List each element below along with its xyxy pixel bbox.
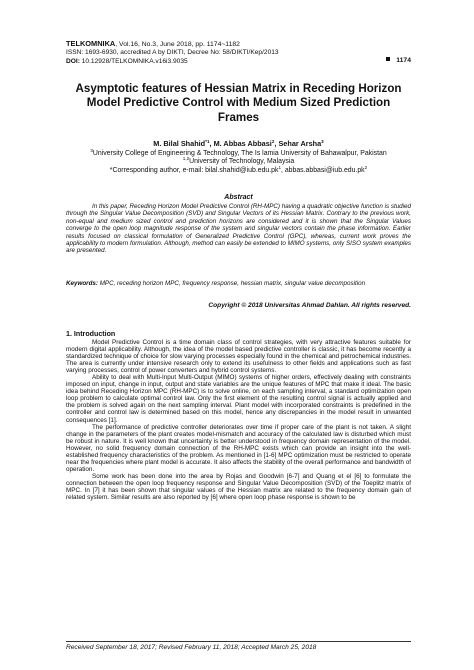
- keywords: [66, 280, 411, 287]
- affiliation-1-sup: 3: [90, 147, 93, 153]
- journal-header: [66, 40, 411, 66]
- corresponding-sup-2: 2: [364, 164, 368, 170]
- issn-line: ISSN: 1693-6930, accredited A by DIKTI, Decree No: 58/DIKTI/Kep/2013: [66, 49, 279, 57]
- paragraph: Ability to deal with Multi-Input Multi-Output (MIMO) systems of higher orders, effectively dealing with constraints imposed on input, change in input, output and state variables are the unique features of MPC that make it ideal. The basic idea behind Receding Horizon MPC (RH-MPC) is to solve online, on each sampling interval, a standard optimization open loop problem to calculate optimal control law. Only the first element of the resulting control signal is actually applied and the problem is solved again on the next sampling interval. Plant model with incorporated constraints is predefined in the controller and control law is determined based on this model, hence any discrepancies in the model result in unwanted consequences [1].: [66, 374, 411, 424]
- author-separator: ,: [209, 139, 214, 148]
- section-heading: 1. Introduction: [66, 330, 116, 338]
- keywords-text: MPC, receding horizon MPC, frequency response, hessian matrix, singular value decomposition: [97, 280, 366, 287]
- keywords-label: Keywords:: [66, 280, 98, 287]
- page-number-value: 1174: [396, 56, 411, 64]
- square-bullet-icon: [386, 57, 390, 61]
- paper-title: Asymptotic features of Hessian Matrix in Receding Horizon Model Predictive Control with Medium Sized Prediction Frames: [75, 82, 402, 124]
- doi-label: DOI:: [66, 57, 80, 65]
- affiliation-2: [66, 158, 411, 167]
- affiliation-2-text: University of Technology, Malaysia: [189, 158, 295, 166]
- author-1: M. Bilal Shahid: [153, 139, 206, 148]
- author-2: M. Abbas Abbasi: [213, 139, 272, 148]
- received-dates: Received September 18, 2017; Revised February 11, 2018; Accepted March 25, 2018: [66, 644, 317, 651]
- corresponding-author: [66, 164, 411, 176]
- doi-line: [66, 58, 411, 66]
- paragraph: Some work has been done into the area by Rojas and Goodwin [6-7] and Quang et el [6] to formulate the connection between the open loop frequency response and Singular Value Decomposition (SVD) of the Toeplitz matrix of MPC. In [7] it has been shown that singular values of the Hessian matrix are related to the frequency domain gain of related system. Similar results are also reported by [6] where open loop phase response is shown to be: [66, 472, 411, 502]
- paragraph: The performance of predictive controller deteriorates over time if proper care of the plant is not taken. A slight change in the parameters of the plant creates model-mismatch and accuracy of the calculated law is disturbed which must be robust in nature. It is well known that uncertainty is better understood in frequency domain representation of the model. However, no solid frequency domain connection of the RH-MPC exists which can provide an insight into the well-established frequency characteristics of the problem. As mentioned in [1-6] MPC optimization must be restricted to operate near the frequencies where plant model is accurate. It also affects the stability of the overall performance and bandwidth of operation.: [66, 423, 411, 473]
- doi-value: 10.12928/TELKOMNIKA.v16i3.9035: [79, 57, 188, 65]
- volume-info: , Vol.16, No.3, June 2018, pp. 1174~1182: [115, 41, 240, 48]
- affiliation-2-sup: 1,2: [182, 156, 190, 162]
- author-block: [66, 140, 411, 175]
- footer-rule: [66, 641, 411, 642]
- author-1-sup: *1: [205, 139, 210, 144]
- copyright-notice: Copyright © 2018 Universitas Ahmad Dahlan. All rights reserved.: [208, 302, 411, 309]
- corresponding-email-1: *Corresponding author, e-mail: bilal.shahid@iub.edu.pk: [109, 166, 279, 174]
- author-3: Sehar Arsha: [278, 139, 322, 148]
- affiliation-1-text: University College of Engineering & Technology, The Is lamia University of Bahawalpur, Pakistan: [92, 149, 387, 157]
- paragraph: Model Predictive Control is a time domain class of control strategies, with very attractive features suitable for modern digital applicability. Although, the idea of the model based predictive controller is classic, it has become recently a standardized technique of choice for slow varying processes especially found in the chemical and petrochemical industries. The area is currently under intensive research only to extend its usefulness to other fields and applications such as fast varying processes, control of power converters and hybrid control systems.: [66, 339, 411, 375]
- section-body: [66, 339, 411, 501]
- author-separator: ,: [274, 139, 279, 148]
- abstract-text: In this paper, Receding Horizon Model Predictive Control (RH-MPC) having a quadratic objective function is studied through the Singular Value Decomposition (SVD) and Singular Vectors of its Hessian Matrix. Contrary to the previous work, non-equal and medium sized control and prediction horizons are considered and it is shown that the Singular Values converge to the open loop magnitude response of the system and singular vectors contain the phase information. Earlier results focused on classical formulation of Generalized Predictive Control (GPC), whereas, current work proves the applicability to modern formulation. Although, method can easily be extended to MIMO systems, only SISO system examples are presented.: [66, 203, 411, 255]
- abstract-heading: Abstract: [224, 194, 253, 201]
- corresponding-email-2: , abbas.abbasi@iub.edu.pk: [281, 166, 365, 174]
- author-2-sup: 2: [271, 139, 275, 144]
- author-names: [66, 140, 411, 149]
- page-number: [386, 57, 411, 65]
- journal-name: TELKOMNIKA: [66, 39, 116, 48]
- author-3-sup: 3: [321, 139, 324, 144]
- journal-citation: [66, 40, 411, 49]
- corresponding-sup-1: 1: [278, 164, 282, 170]
